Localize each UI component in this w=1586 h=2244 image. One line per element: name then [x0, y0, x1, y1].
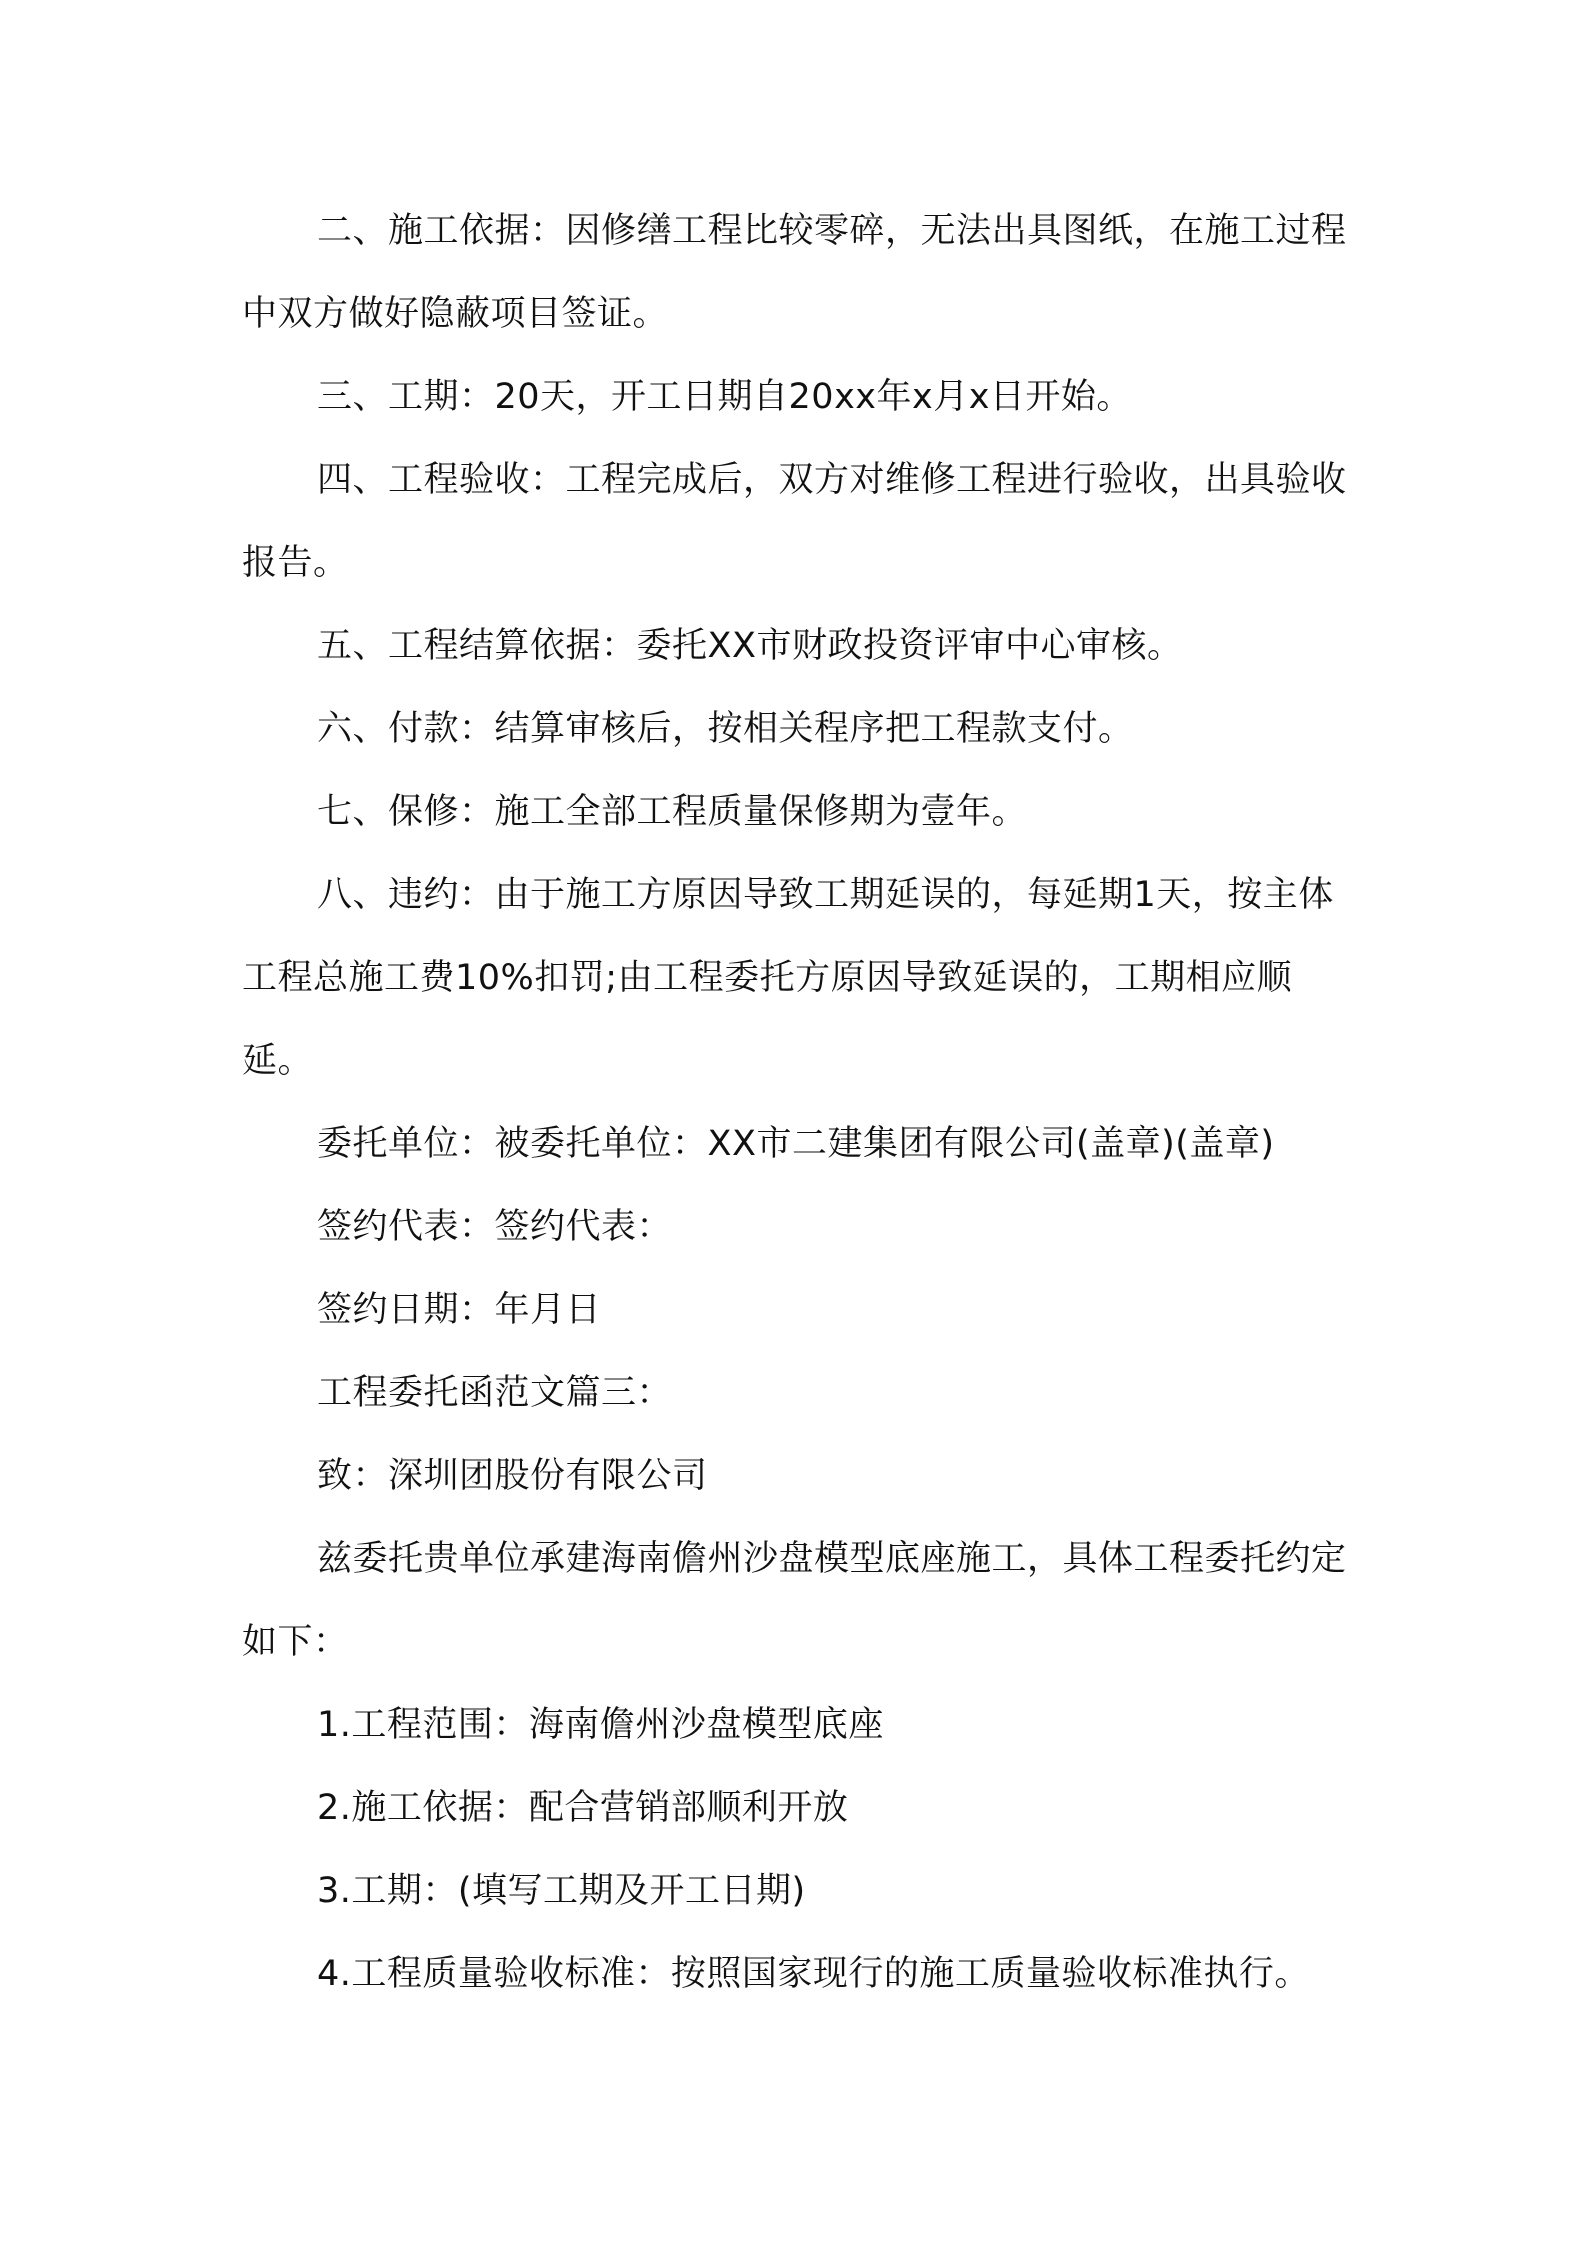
section-heading-sample-three: 工程委托函范文篇三：	[317, 1373, 673, 1413]
paragraph-breach: 八、违约：由于施工方原因导致工期延误的，每延期1天，按主体工程总施工费10%扣罚;由工程委托方原因导致延误的，工期相应顺延。	[242, 875, 1334, 1081]
paragraph-payment: 六、付款：结算审核后，按相关程序把工程款支付。	[317, 709, 1134, 749]
paragraph-construction-period: 三、工期：20天，开工日期自20xx年x月x日开始。	[317, 377, 1132, 417]
paragraph-warranty: 七、保修：施工全部工程质量保修期为壹年。	[317, 792, 1028, 832]
list-item-basis: 2.施工依据：配合营销部顺利开放	[317, 1788, 849, 1828]
paragraph-construction-basis: 二、施工依据：因修缮工程比较零碎，无法出具图纸，在施工过程中双方做好隐蔽项目签证。	[242, 211, 1347, 334]
list-item-quality-standard: 4.工程质量验收标准：按照国家现行的施工质量验收标准执行。	[317, 1954, 1310, 1994]
paragraph-settlement-basis: 五、工程结算依据：委托XX市财政投资评审中心审核。	[317, 626, 1183, 666]
paragraph-addressee: 致：深圳团股份有限公司	[317, 1456, 708, 1496]
paragraph-parties: 委托单位：被委托单位：XX市二建集团有限公司(盖章)(盖章)	[317, 1124, 1275, 1164]
paragraph-commission-intro: 兹委托贵单位承建海南儋州沙盘模型底座施工，具体工程委托约定如下：	[242, 1539, 1347, 1662]
paragraph-acceptance: 四、工程验收：工程完成后，双方对维修工程进行验收，出具验收报告。	[242, 460, 1347, 583]
paragraph-signing-date: 签约日期：年月日	[317, 1290, 602, 1330]
list-item-scope: 1.工程范围：海南儋州沙盘模型底座	[317, 1705, 884, 1745]
document-page	[242, 190, 1354, 2016]
list-item-period: 3.工期：(填写工期及开工日期)	[317, 1871, 806, 1911]
paragraph-representatives: 签约代表：签约代表：	[317, 1207, 673, 1247]
